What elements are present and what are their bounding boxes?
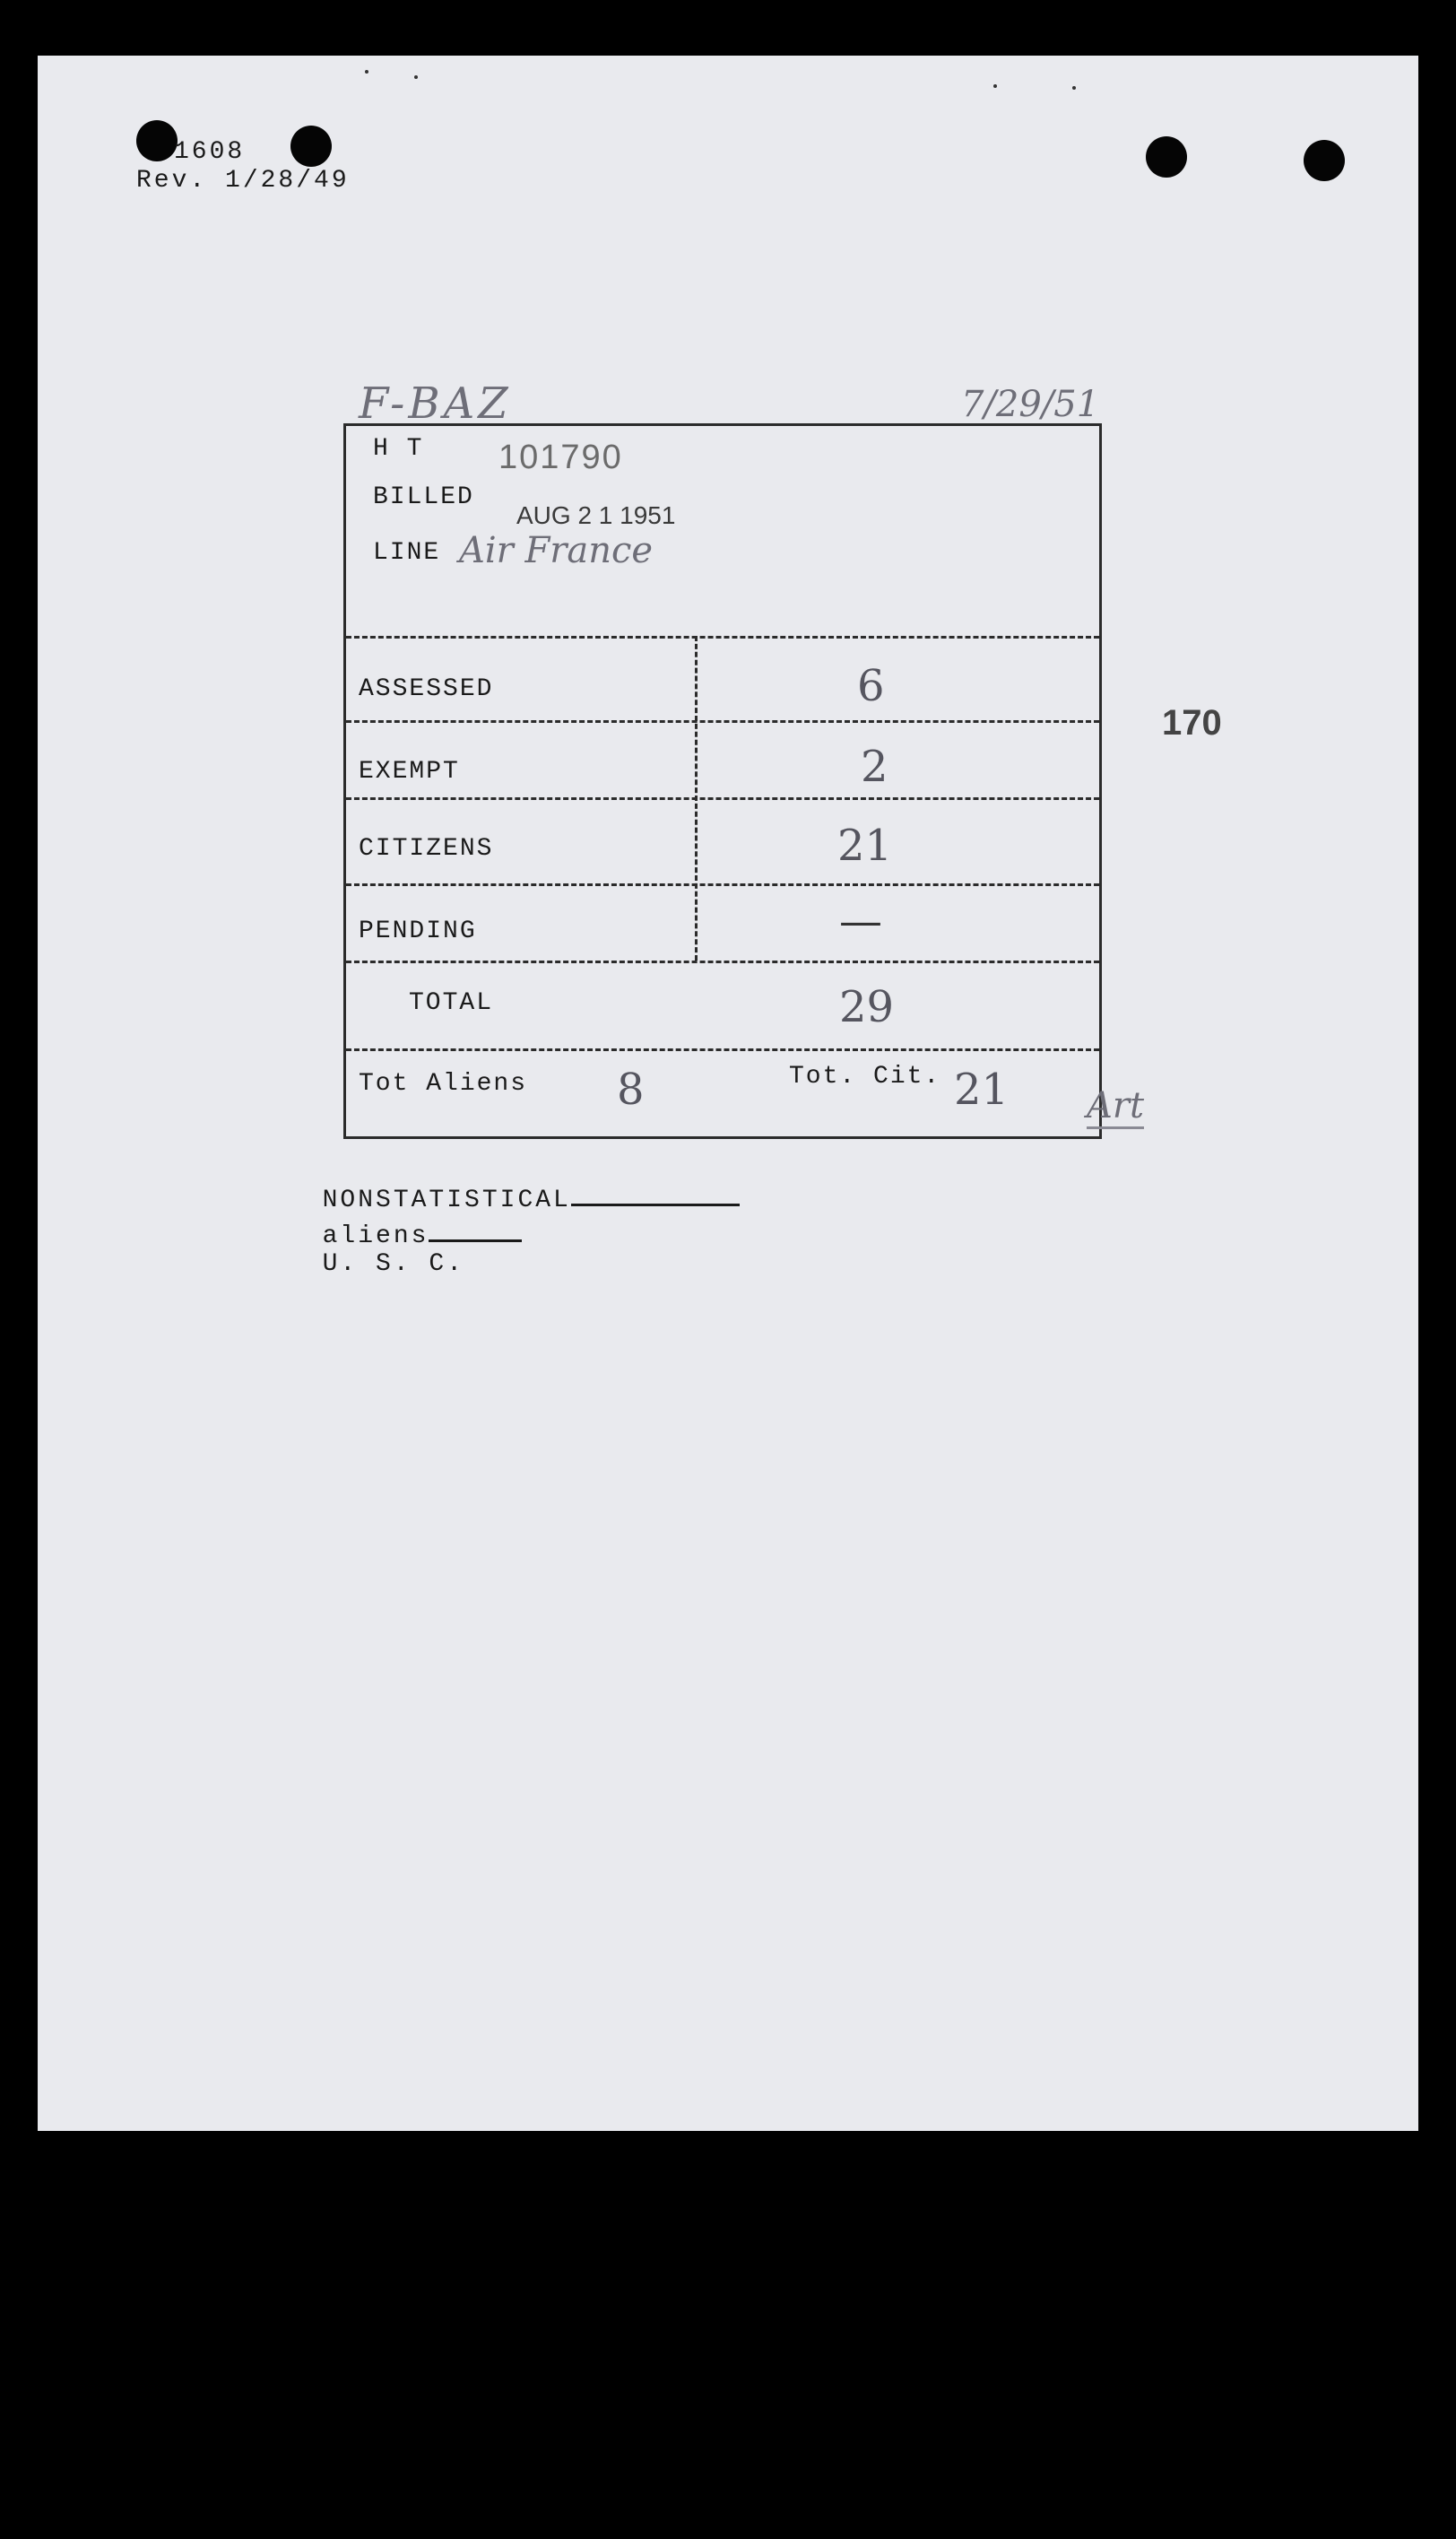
billed-date-stamp: AUG 2 1 1951 — [516, 501, 676, 529]
row-divider — [346, 961, 1099, 963]
row-divider — [346, 720, 1099, 723]
row-value-citizens: 21 — [837, 821, 893, 871]
flight-date: 7/29/51 — [961, 384, 1100, 425]
airline-name: Air France — [459, 530, 654, 571]
ht-label: H T — [373, 435, 424, 463]
passenger-summary-table — [343, 423, 1102, 1139]
usc-label: U. S. C. — [322, 1250, 465, 1278]
line-label: LINE — [373, 539, 441, 567]
row-divider — [346, 797, 1099, 800]
row-value-pending: — — [839, 896, 882, 946]
form-number: 1608 — [174, 138, 246, 166]
speck — [365, 70, 368, 74]
total-label: TOTAL — [409, 989, 494, 1017]
inspector-initials: Art — [1087, 1085, 1144, 1129]
row-value-assessed: 6 — [857, 661, 885, 711]
row-label-exempt: EXEMPT — [359, 758, 460, 786]
ht-number: 101790 — [498, 439, 623, 476]
speck — [1072, 86, 1076, 90]
tot-aliens-value: 8 — [617, 1065, 645, 1115]
row-label-assessed: ASSESSED — [359, 675, 494, 703]
speck — [414, 75, 418, 79]
total-value: 29 — [839, 982, 895, 1032]
punch-hole-1 — [136, 120, 178, 161]
tot-cit-value: 21 — [954, 1065, 1010, 1115]
column-divider — [695, 636, 698, 961]
billed-label: BILLED — [373, 483, 474, 511]
speck — [993, 84, 997, 88]
row-label-pending: PENDING — [359, 917, 477, 945]
tot-cit-label: Tot. Cit. — [789, 1063, 941, 1091]
aliens-blank — [429, 1214, 522, 1242]
page-number: 170 — [1162, 703, 1222, 743]
row-value-exempt: 2 — [861, 742, 888, 792]
row-label-citizens: CITIZENS — [359, 835, 494, 863]
punch-hole-3 — [1146, 136, 1187, 178]
flight-number: F-BAZ — [359, 378, 512, 429]
punch-hole-4 — [1304, 140, 1345, 181]
row-divider — [346, 636, 1099, 639]
row-divider — [346, 883, 1099, 886]
nonstatistical-line — [287, 1151, 740, 1278]
aliens-label: aliens — [322, 1222, 429, 1250]
tot-aliens-label: Tot Aliens — [359, 1070, 528, 1098]
row-divider — [346, 1048, 1099, 1051]
form-revision: Rev. 1/28/49 — [136, 167, 350, 195]
punch-hole-2 — [290, 126, 332, 167]
nonstatistical-blank — [571, 1178, 740, 1206]
nonstatistical-label: NONSTATISTICAL — [322, 1187, 571, 1214]
